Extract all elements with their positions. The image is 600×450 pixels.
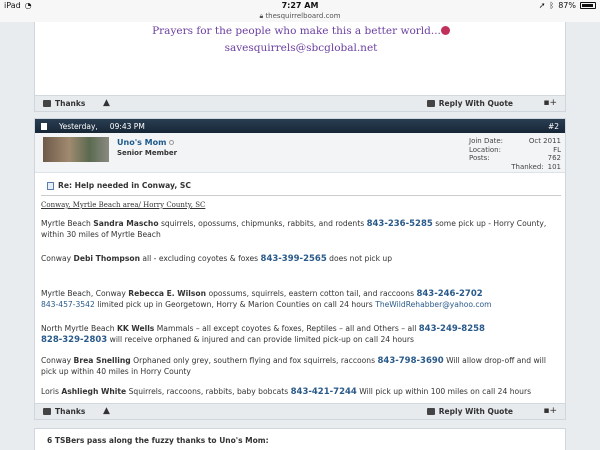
entry-debi: Conway Debi Thompson all - excluding coyotes & foxes 843-399-2565 does not pick up	[41, 254, 393, 264]
location-label: Location:	[469, 145, 501, 154]
thanks-label: Thanks	[55, 407, 86, 416]
post-date: Yesterday,	[59, 122, 98, 131]
lock-icon: 🔒︎	[259, 12, 264, 20]
post-subject: Re: Help needed in Conway, SC	[47, 181, 191, 190]
wifi-icon: ◔	[24, 1, 32, 10]
divider	[41, 195, 561, 196]
multi-quote-icon[interactable]: ▪+	[543, 406, 557, 416]
posts-label: Posts:	[469, 154, 490, 162]
quote-icon	[427, 408, 435, 415]
post-time: 09:43 PM	[109, 122, 145, 131]
entry-brea: Conway Brea Snelling Orphaned only grey, southern flying and fox squirrels, raccoons 843-798-3690 Will allow drop-off and will pick up within 40 miles in Horry County	[41, 356, 546, 376]
post-icon	[41, 123, 47, 130]
url-bar[interactable]	[0, 12, 600, 22]
email-link[interactable]: TheWildRehabber@yahoo.com	[375, 299, 492, 309]
posts-value: 762	[547, 154, 561, 162]
thanks-button[interactable]	[43, 99, 85, 108]
entry-sandra: Myrtle Beach Sandra Mascho squirrels, opossums, chipmunks, rabbits, and rodents 843-236-5285 some pick up - Horry County, within 30 miles of Myrtle Beach	[41, 219, 547, 239]
location-icon: ➚	[538, 1, 546, 10]
user-info-bar	[35, 133, 565, 173]
avatar[interactable]	[43, 137, 109, 162]
phone-link[interactable]: 843-798-3690	[377, 356, 444, 366]
thumbs-up-icon	[43, 100, 51, 107]
ios-status-bar	[0, 0, 600, 12]
post-2	[34, 118, 566, 420]
document-icon	[47, 182, 54, 190]
offline-status-icon	[169, 140, 174, 145]
signature-line-1: Prayers for the people who make this a better world...	[152, 25, 441, 37]
reply-label: Reply With Quote	[438, 407, 513, 416]
thanks-box	[34, 428, 566, 450]
entry-ashliegh: Loris Ashliegh White Squirrels, raccoons, rabbits, baby bobcats 843-421-7244 Will pick up within 100 miles on call 24 hours	[41, 387, 532, 397]
battery-percent: 87%	[558, 1, 576, 10]
post-header	[35, 119, 565, 133]
multi-quote-icon[interactable]: ▪+	[543, 98, 557, 108]
heart-icon	[441, 26, 450, 35]
join-date-value: Oct 2011	[528, 137, 561, 145]
phone-link[interactable]: 843-236-5285	[366, 219, 433, 229]
phone-link[interactable]: 843-399-2565	[260, 254, 327, 264]
url-text: thesquirrelboard.com	[265, 12, 341, 20]
user-title: Senior Member	[117, 149, 178, 157]
thanked-label: Thanked:	[511, 162, 544, 171]
phone-link[interactable]: 843-457-3542	[41, 299, 95, 309]
device-label: iPad	[4, 1, 21, 10]
thanked-value: 101	[547, 162, 561, 171]
thanks-label: Thanks	[55, 99, 86, 108]
region-heading: Conway, Myrtle Beach area/ Horry County, SC	[41, 201, 206, 209]
location-value: FL	[553, 145, 561, 154]
reply-with-quote-button[interactable]	[427, 407, 513, 416]
reply-with-quote-button[interactable]	[427, 99, 513, 108]
phone-link[interactable]: 828-329-2803	[41, 334, 108, 345]
username[interactable]: Uno's Mom	[117, 138, 174, 147]
thumbs-up-icon	[43, 408, 51, 415]
reply-label: Reply With Quote	[438, 99, 513, 108]
phone-link[interactable]: 843-249-8258	[418, 324, 485, 334]
signature	[35, 23, 567, 57]
quote-icon	[427, 100, 435, 107]
battery-icon	[580, 2, 596, 9]
join-date-label: Join Date:	[469, 137, 504, 145]
report-warning-icon[interactable]: ▲	[103, 98, 110, 108]
entry-kk-wells: North Myrtle Beach KK Wells Mammals – all except coyotes & foxes, Reptiles – all and Others – all 843-249-8258 828-329-2803 will receive orphaned & injured and can provide limited pick-up on call 24 hours	[41, 324, 485, 345]
post-action-bar	[35, 403, 565, 419]
clock: 7:27 AM	[281, 1, 319, 10]
signature-email[interactable]: savesquirrels@sbcglobal.net	[224, 42, 378, 54]
entry-rebecca: Myrtle Beach, Conway Rebecca E. Wilson opossums, squirrels, eastern cotton tail, and raccoons 843-246-2702 843-457-3542 limited pick up in Georgetown, Horry & Marion Counties on call 24 hours TheWildRehabber@yahoo.com	[41, 289, 492, 309]
phone-link[interactable]: 843-246-2702	[416, 289, 483, 299]
report-warning-icon[interactable]: ▲	[103, 406, 110, 416]
post-number[interactable]: #2	[547, 122, 559, 131]
bluetooth-icon: ᛒ	[549, 1, 555, 10]
post-action-bar	[35, 95, 565, 111]
user-stats	[469, 137, 561, 171]
phone-link[interactable]: 843-421-7244	[290, 387, 357, 397]
thanks-button[interactable]	[43, 407, 85, 416]
thanks-summary: 6 TSBers pass along the fuzzy thanks to Uno's Mom:	[47, 436, 269, 445]
